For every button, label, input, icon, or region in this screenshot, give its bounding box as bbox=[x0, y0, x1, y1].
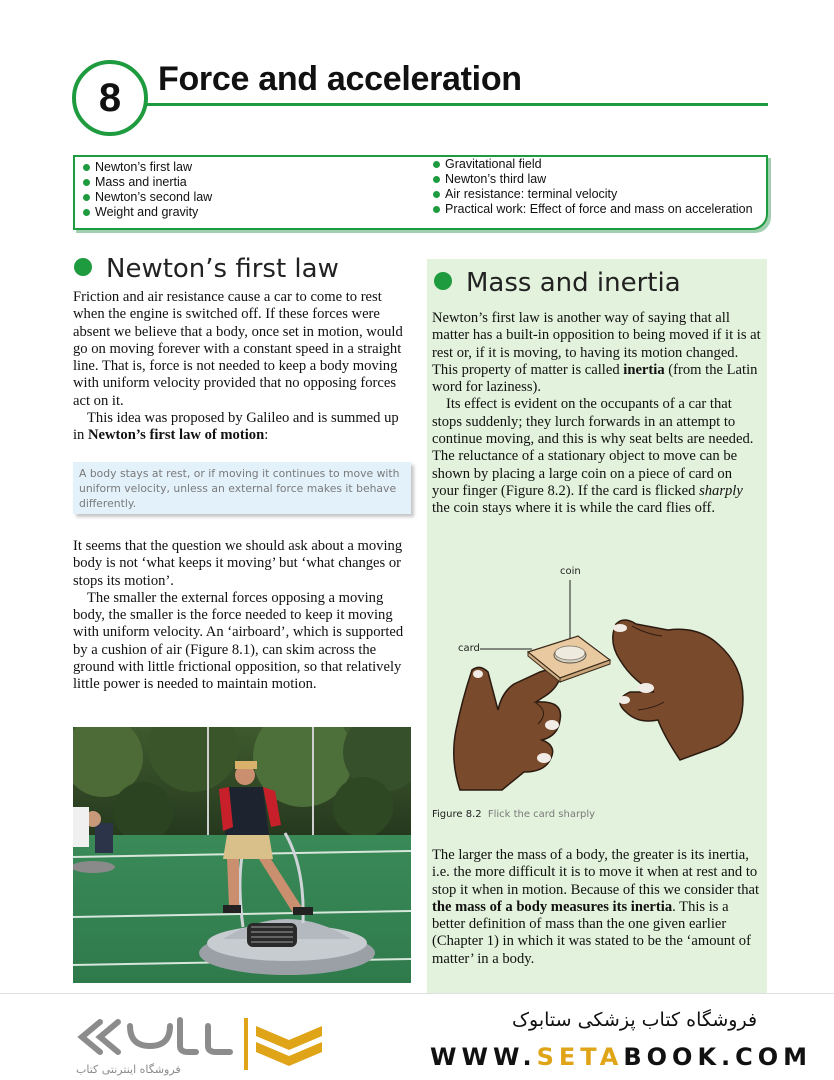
figure-8-2 bbox=[432, 560, 762, 806]
paragraph bbox=[73, 410, 413, 445]
airboard-photo-illustration bbox=[73, 727, 411, 983]
topics-column-1 bbox=[79, 160, 212, 220]
url-highlight: SETA bbox=[536, 1043, 624, 1071]
airboard-photo bbox=[73, 727, 411, 983]
left-text-block-1 bbox=[73, 289, 413, 445]
bullet-dot-icon bbox=[74, 258, 92, 276]
setabook-emblem bbox=[252, 1018, 326, 1074]
section-heading-text: Mass and inertia bbox=[466, 268, 681, 298]
chapter-title-rule bbox=[146, 103, 768, 106]
figure-label-coin: coin bbox=[560, 566, 581, 577]
chapter-topics-box bbox=[73, 155, 768, 230]
text-run: Its effect is evident on the occupants of a car that stops suddenly; they lurch forwards in an attempt to continue moving, and this is why seat belts are needed. The reluctance of a stationary object to move can be shown by placing a large coin on a piece of card on your finger (Figure 8.2). If the card is flicked bbox=[432, 396, 754, 499]
url-prefix: WWW. bbox=[430, 1043, 537, 1071]
figure-label-card: card bbox=[458, 643, 480, 654]
bullet-dot-icon bbox=[434, 272, 452, 290]
text-run: the coin stays where it is while the card flies off. bbox=[432, 500, 716, 517]
law-statement-text: A body stays at rest, or if moving it continues to move with uniform velocity, unless an external force makes it behave differently. bbox=[79, 467, 400, 510]
topics-column-2 bbox=[429, 157, 753, 217]
chapter-number-badge bbox=[72, 60, 148, 136]
section-heading-newtons-first-law bbox=[74, 254, 339, 284]
coin-card-finger-illustration bbox=[432, 560, 762, 806]
section-heading-mass-and-inertia bbox=[434, 268, 681, 298]
figure-caption-number: Figure 8.2 bbox=[432, 809, 482, 820]
paragraph: The smaller the external forces opposing a moving body, the smaller is the force needed to keep it moving with uniform velocity. An ‘airboard’, which is supported by a cushion of air (Figure 8.1), can skim across the ground with little frictional opposition, so that relatively little power is needed to maintain motion. bbox=[73, 589, 404, 693]
bold-term: the mass of a body measures its inertia bbox=[432, 898, 673, 915]
bold-term: Newton’s first law of motion bbox=[88, 427, 265, 444]
shop-url bbox=[430, 1043, 812, 1071]
topic-item: Air resistance: terminal velocity bbox=[429, 187, 753, 202]
topic-item: Weight and gravity bbox=[79, 205, 212, 220]
paragraph bbox=[432, 847, 764, 968]
paragraph bbox=[432, 310, 762, 396]
topic-item: Mass and inertia bbox=[79, 175, 212, 190]
chapter-title: Force and acceleration bbox=[158, 60, 522, 98]
logo-tagline: فروشگاه اینترنتی کتاب bbox=[76, 1063, 181, 1076]
url-suffix: BOOK.COM bbox=[623, 1043, 813, 1071]
banner-divider bbox=[0, 993, 834, 994]
right-text-block-2 bbox=[432, 847, 764, 968]
italic-term: sharply bbox=[699, 482, 743, 499]
topic-item: Practical work: Effect of force and mass on acceleration bbox=[429, 202, 753, 217]
topic-item: Newton’s first law bbox=[79, 160, 212, 175]
text-run: . This is a better definition of mass than the one given earlier (Chapter 1) in which it was stated to be the ‘amount of matter’ in a body. bbox=[432, 898, 751, 967]
text-run: : bbox=[264, 427, 269, 444]
text-run: Newton’s first law is another way of saying that all matter has a built-in opposition to being moved if it is at rest or, if it is moving, to having its motion changed. This property of matter is called bbox=[432, 310, 761, 378]
topic-item: Gravitational field bbox=[429, 157, 753, 172]
logo-divider bbox=[244, 1018, 248, 1070]
text-run: The larger the mass of a body, the greater is its inertia, i.e. the more difficult it is to move it when at rest and to stop it when in motion. Because of this we consider that bbox=[432, 847, 760, 898]
figure-caption-text: Flick the card sharply bbox=[487, 809, 596, 820]
law-statement-box bbox=[73, 462, 411, 514]
book-emblem-icon bbox=[252, 1018, 326, 1074]
right-text-block-1 bbox=[432, 310, 762, 518]
left-text-block-2 bbox=[73, 538, 413, 694]
text-run: This idea was proposed by Galileo and is summed up in bbox=[73, 410, 399, 444]
paragraph bbox=[432, 396, 762, 517]
figure-caption bbox=[432, 809, 595, 820]
setabook-wordmark-icon bbox=[70, 1012, 240, 1062]
text-run: (from the Latin word for laziness). bbox=[432, 361, 758, 396]
chapter-number: 8 bbox=[98, 75, 122, 120]
bold-term: inertia bbox=[623, 361, 665, 378]
shop-name: فروشگاه کتاب پزشکی ستابوک bbox=[512, 1009, 758, 1031]
topic-item: Newton’s third law bbox=[429, 172, 753, 187]
topic-item: Newton’s second law bbox=[79, 190, 212, 205]
paragraph: Friction and air resistance cause a car to come to rest when the engine is switched off. If these forces were absent we believe that a body, once set in motion, would go on moving forever with a constant speed in a straight line. That is, force is not needed to keep a body moving with uniform velocity provided that no opposing forces act on it. bbox=[73, 289, 403, 409]
paragraph: It seems that the question we should ask about a moving body is not ‘what keeps it moving’ but ‘what changes or stops its motion’. bbox=[73, 538, 403, 589]
setabook-logo bbox=[70, 1012, 240, 1062]
section-heading-text: Newton’s first law bbox=[106, 254, 339, 284]
